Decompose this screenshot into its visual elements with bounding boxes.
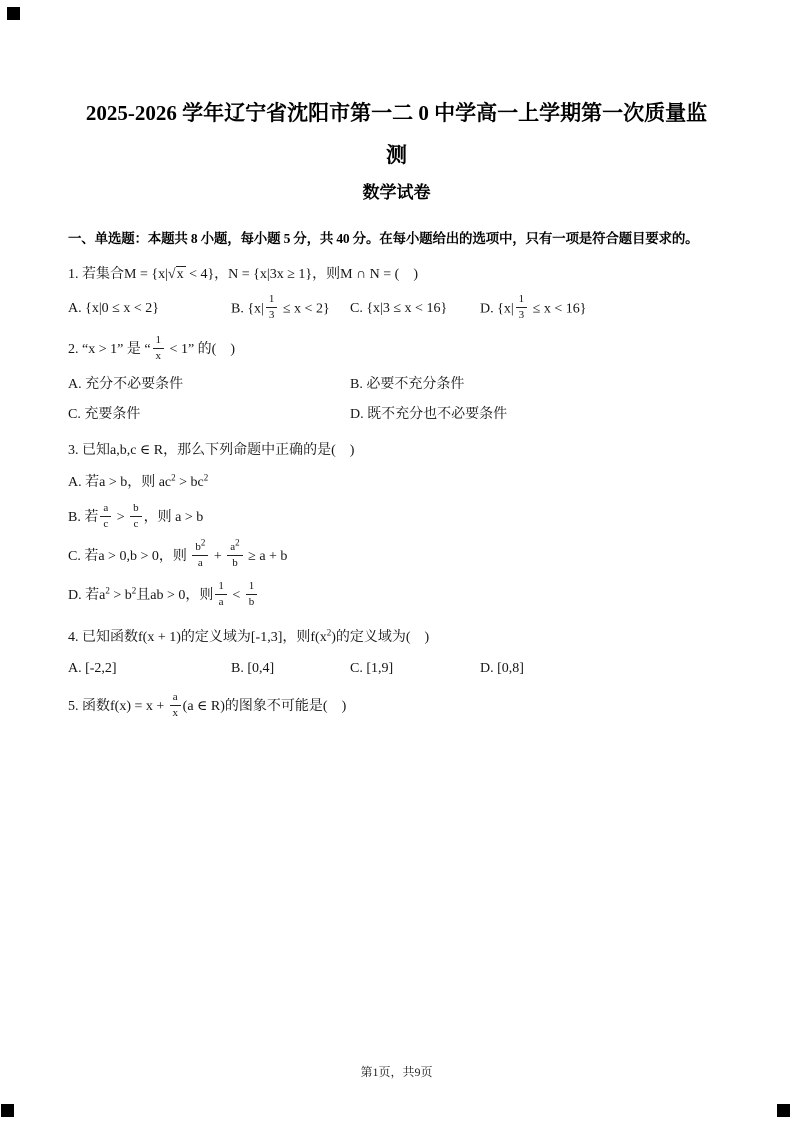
q3-option-c: [68, 537, 735, 572]
fraction-denominator: x: [172, 706, 178, 719]
fraction-numerator: b: [130, 502, 142, 517]
fraction-numerator: 1: [215, 580, 227, 595]
question-3: [68, 440, 735, 611]
fraction-numerator: 1: [266, 293, 278, 308]
q1-option-b-post: ≤ x < 2}: [279, 301, 330, 317]
question-2-stem: [68, 335, 735, 365]
question-3-stem: 3. 已知a,b,c ∈ R，那么下列命题中正确的是( ): [68, 443, 355, 459]
fraction-one-third: [516, 293, 528, 321]
q3-option-b-mid: >: [113, 510, 129, 526]
fraction-denominator: b: [232, 556, 238, 569]
fraction-one-third: [266, 293, 278, 321]
q1-option-a: A. {x|0 ≤ x < 2}: [68, 301, 159, 317]
fraction-a-squared-over-b: [227, 537, 242, 569]
q1-option-d: [480, 295, 735, 323]
question-4-stem: [68, 627, 735, 649]
q2-stem-pre: 2. “x > 1” 是 “: [68, 342, 151, 358]
q3-option-a-pre: A. 若a > b，则 ac: [68, 475, 172, 491]
exponent: 2: [105, 585, 110, 596]
document-header: [0, 0, 793, 206]
corner-mark-top-left: [7, 7, 20, 20]
fraction-a-over-x: [170, 691, 181, 719]
exponent: 2: [235, 537, 240, 548]
exponent: 2: [203, 472, 209, 483]
q1-option-d-post: ≤ x < 16}: [529, 301, 587, 317]
question-2-options: [68, 374, 735, 426]
section-1-heading: 一、单选题：本题共 8 小题，每小题 5 分，共 40 分。在每小题给出的选项中，只有一项是符合题目要求的。: [68, 231, 699, 246]
q2-stem-post: < 1” 的( ): [166, 342, 235, 358]
q3-option-d-mid1: > b: [109, 588, 132, 604]
question-4-options: [68, 658, 735, 680]
fraction-numerator: 1: [153, 334, 165, 349]
q3-option-c-pre: C. 若a > 0,b > 0，则: [68, 549, 191, 565]
fraction-denominator: a: [197, 556, 203, 569]
exam-subtitle: 数学试卷: [362, 183, 431, 202]
q2-option-c: C. 充要条件: [68, 407, 141, 423]
corner-mark-bottom-right: [777, 1104, 790, 1117]
q4-option-c: C. [1,9]: [350, 661, 394, 677]
numerator-base: a: [230, 540, 236, 553]
question-1-options: [68, 295, 735, 323]
exponent: 2: [131, 585, 137, 596]
q1-option-d-pre: D. {x|: [480, 301, 514, 317]
exam-title: [0, 92, 793, 176]
fraction-one-over-b: [246, 580, 258, 608]
fraction-denominator: 3: [268, 308, 275, 321]
q3-option-b: [68, 503, 735, 533]
page-number: 第1页，共9页: [360, 1065, 433, 1079]
fraction-one-over-x: [153, 334, 165, 362]
q2-option-a: A. 充分不必要条件: [68, 377, 184, 393]
fraction-numerator: a: [100, 502, 111, 517]
q2-option-b: B. 必要不充分条件: [350, 377, 465, 393]
fraction-numerator: 1: [516, 293, 528, 308]
q3-option-a: [68, 472, 735, 494]
fraction-numerator: [192, 537, 208, 556]
fraction-b-squared-over-a: [192, 537, 208, 569]
q1-option-b: [231, 295, 350, 323]
radical-sign-icon: √: [167, 267, 176, 282]
fraction-denominator: c: [103, 517, 109, 530]
question-5-stem: [68, 692, 735, 722]
exponent: 2: [171, 472, 176, 483]
square-root-expression: [168, 266, 186, 282]
fraction-denominator: c: [133, 517, 139, 530]
corner-mark-bottom-left: [1, 1104, 14, 1117]
q1-option-b-pre: B. {x|: [231, 301, 264, 317]
fraction-numerator: 1: [246, 580, 258, 595]
q3-option-c-post: ≥ a + b: [244, 549, 288, 565]
q4-stem-post: )的定义域为( ): [331, 630, 430, 646]
q5-stem-post: (a ∈ R)的图象不可能是( ): [182, 699, 347, 715]
page-footer: [0, 1063, 793, 1080]
exam-title-line-1: 2025-2026 学年辽宁省沈阳市第一二 0 中学高一上学期第一次质量监: [85, 101, 708, 125]
exam-title-line-2: 测: [386, 143, 407, 167]
q4-stem-pre: 4. 已知函数f(x + 1)的定义域为[-1,3]，则f(x: [68, 630, 327, 646]
q3-option-a-mid: > bc: [175, 475, 204, 491]
fraction-a-over-c: [100, 502, 111, 530]
q3-option-b-post: ，则 a > b: [143, 510, 204, 526]
q3-option-d: [68, 581, 735, 611]
q3-option-d-pre: D. 若a: [68, 588, 106, 604]
exam-body: [0, 228, 793, 722]
q2-option-d: D. 既不充分也不必要条件: [350, 407, 508, 423]
fraction-one-over-a: [215, 580, 227, 608]
numerator-base: b: [195, 540, 201, 553]
q4-option-d: D. [0,8]: [480, 661, 524, 677]
q5-stem-pre: 5. 函数f(x) = x +: [68, 699, 168, 715]
fraction-denominator: b: [248, 595, 255, 608]
q1-stem-pre: 1. 若集合M = {x|: [68, 267, 168, 282]
exponent: 2: [200, 537, 206, 548]
q4-option-b: B. [0,4]: [231, 661, 275, 677]
question-1-stem: [68, 264, 735, 286]
q3-option-c-mid: +: [210, 549, 226, 565]
q3-option-d-mid3: <: [228, 588, 244, 604]
q1-option-c: C. {x|3 ≤ x < 16}: [350, 301, 448, 317]
fraction-denominator: 3: [518, 308, 525, 321]
q3-option-d-mid2: 且ab > 0，则: [136, 588, 214, 604]
fraction-denominator: x: [155, 349, 162, 362]
q1-stem-post: < 4}，N = {x|3x ≥ 1}，则M ∩ N = ( ): [185, 267, 418, 282]
fraction-numerator: a: [170, 691, 181, 706]
q3-option-b-pre: B. 若: [68, 510, 99, 526]
fraction-b-over-c: [130, 502, 142, 530]
fraction-numerator: [227, 537, 242, 556]
q1-sqrt-radicand: x: [176, 267, 184, 282]
exponent: 2: [326, 627, 332, 638]
fraction-denominator: a: [218, 595, 224, 608]
q4-option-a: A. [-2,2]: [68, 661, 117, 677]
